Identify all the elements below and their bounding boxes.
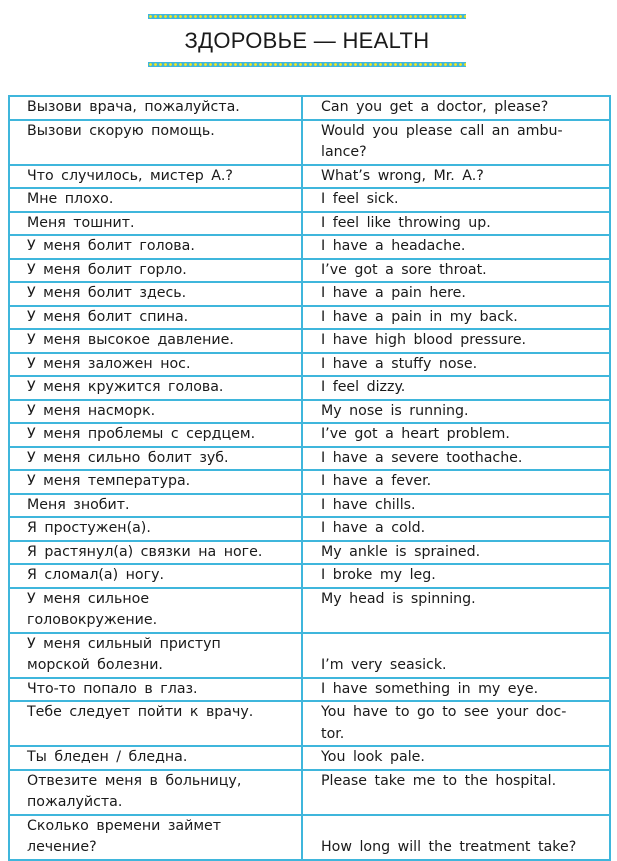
- table-row: [9, 470, 610, 494]
- russian-phrase-cell: [9, 517, 302, 541]
- russian-phrase-cell: [9, 746, 302, 770]
- english-phrase-cell: [302, 188, 610, 212]
- english-phrase-cell: [302, 376, 610, 400]
- russian-phrase-cell: [9, 470, 302, 494]
- english-phrase-line: I have a stuffy nose.: [321, 355, 478, 372]
- russian-phrase-cell: [9, 564, 302, 588]
- russian-phrase-line: У меня температура.: [27, 473, 191, 489]
- russian-phrase-line: У меня заложен нос.: [27, 355, 191, 372]
- english-phrase-line: I have a cold.: [321, 520, 426, 536]
- table-row: [9, 120, 610, 165]
- russian-phrase-line: У меня сильное: [27, 590, 150, 607]
- russian-phrase-line: Что-то попало в глаз.: [27, 680, 198, 697]
- russian-phrase-cell: [9, 400, 302, 424]
- table-row: [9, 96, 610, 120]
- table-row: [9, 376, 610, 400]
- english-phrase-line: I’m very seasick.: [321, 657, 447, 673]
- russian-phrase-line: Что случилось, мистер А.?: [27, 167, 233, 184]
- russian-phrase-cell: [9, 306, 302, 330]
- russian-phrase-line: У меня кружится голова.: [27, 379, 224, 395]
- english-phrase-line: You have to go to see your doc-: [321, 704, 567, 720]
- russian-phrase-cell: [9, 165, 302, 189]
- table-row: [9, 770, 610, 815]
- english-phrase-cell: [302, 588, 610, 633]
- english-phrase-line: I’ve got a heart problem.: [321, 426, 510, 442]
- english-phrase-cell: [302, 282, 610, 306]
- page-header: [148, 14, 466, 68]
- table-row: [9, 541, 610, 565]
- english-phrase-line: Would you please call an ambu-: [321, 122, 563, 139]
- russian-phrase-line: Сколько времени займет: [27, 817, 222, 834]
- russian-phrase-cell: [9, 588, 302, 633]
- russian-phrase-line: У меня болит спина.: [27, 308, 189, 325]
- english-phrase-line: How long will the treatment take?: [321, 839, 577, 855]
- table-row: [9, 517, 610, 541]
- english-phrase-cell: [302, 96, 610, 120]
- english-phrase-line: I have a headache.: [321, 238, 466, 254]
- english-phrase-cell: [302, 259, 610, 283]
- english-phrase-cell: [302, 447, 610, 471]
- english-phrase-cell: [302, 678, 610, 702]
- russian-phrase-line: У меня болит горло.: [27, 261, 187, 278]
- russian-phrase-cell: [9, 815, 302, 860]
- english-phrase-cell: [302, 564, 610, 588]
- russian-phrase-line: У меня болит здесь.: [27, 285, 187, 301]
- russian-phrase-line: Я сломал(а) ногу.: [27, 567, 164, 583]
- table-row: [9, 588, 610, 633]
- russian-phrase-line: У меня сильно болит зуб.: [27, 449, 229, 466]
- russian-phrase-cell: [9, 259, 302, 283]
- english-phrase-line: My ankle is sprained.: [321, 543, 481, 560]
- russian-phrase-line: головокружение.: [27, 612, 158, 628]
- russian-phrase-cell: [9, 494, 302, 518]
- russian-phrase-line: Вызови врача, пожалуйста.: [27, 99, 240, 115]
- table-row: [9, 259, 610, 283]
- table-row: [9, 447, 610, 471]
- english-phrase-cell: [302, 235, 610, 259]
- russian-phrase-line: У меня болит голова.: [27, 238, 195, 254]
- english-phrase-cell: [302, 746, 610, 770]
- table-row: [9, 678, 610, 702]
- english-phrase-cell: [302, 165, 610, 189]
- table-row: [9, 633, 610, 678]
- table-row: [9, 400, 610, 424]
- russian-phrase-line: Мне плохо.: [27, 191, 114, 207]
- russian-phrase-cell: [9, 329, 302, 353]
- english-phrase-line: I have chills.: [321, 496, 416, 513]
- table-row: [9, 235, 610, 259]
- table-row: [9, 353, 610, 377]
- russian-phrase-cell: [9, 188, 302, 212]
- english-phrase-cell: [302, 517, 610, 541]
- russian-phrase-line: морской болезни.: [27, 657, 163, 673]
- russian-phrase-cell: [9, 235, 302, 259]
- russian-phrase-cell: [9, 212, 302, 236]
- english-phrase-cell: [302, 423, 610, 447]
- russian-phrase-cell: [9, 770, 302, 815]
- russian-phrase-line: Тебе следует пойти к врачу.: [27, 704, 254, 720]
- russian-phrase-line: Отвезите меня в больницу,: [27, 772, 242, 789]
- russian-phrase-line: лечение?: [27, 839, 97, 855]
- russian-phrase-line: Вызови скорую помощь.: [27, 122, 215, 139]
- russian-phrase-cell: [9, 120, 302, 165]
- english-phrase-line: [321, 816, 599, 838]
- english-phrase-line: I’ve got a sore throat.: [321, 261, 487, 278]
- english-phrase-cell: [302, 541, 610, 565]
- english-phrase-line: I have something in my eye.: [321, 680, 539, 697]
- russian-phrase-cell: [9, 633, 302, 678]
- russian-phrase-line: Я растянул(а) связки на ноге.: [27, 543, 263, 560]
- table-row: [9, 188, 610, 212]
- russian-phrase-line: Меня тошнит.: [27, 214, 135, 231]
- russian-phrase-cell: [9, 678, 302, 702]
- english-phrase-cell: [302, 470, 610, 494]
- english-phrase-cell: [302, 815, 610, 860]
- english-phrase-line: I feel sick.: [321, 191, 399, 207]
- english-phrase-line: Can you get a doctor, please?: [321, 99, 549, 115]
- table-row: [9, 564, 610, 588]
- phrase-table-body: [9, 96, 610, 860]
- english-phrase-cell: [302, 701, 610, 746]
- english-phrase-line: [321, 634, 599, 656]
- russian-phrase-cell: [9, 353, 302, 377]
- english-phrase-line: Please take me to the hospital.: [321, 772, 557, 789]
- english-phrase-cell: [302, 770, 610, 815]
- english-phrase-cell: [302, 120, 610, 165]
- russian-phrase-line: Меня знобит.: [27, 496, 130, 513]
- russian-phrase-cell: [9, 376, 302, 400]
- page-title: ЗДОРОВЬЕ — HEALTH: [184, 28, 430, 53]
- table-row: [9, 165, 610, 189]
- english-phrase-cell: [302, 400, 610, 424]
- english-phrase-line: I have a fever.: [321, 473, 432, 489]
- russian-phrase-line: У меня насморк.: [27, 402, 156, 419]
- english-phrase-line: I have a pain here.: [321, 285, 466, 301]
- russian-phrase-cell: [9, 282, 302, 306]
- english-phrase-line: You look pale.: [321, 749, 425, 765]
- table-row: [9, 282, 610, 306]
- phrase-table: [8, 95, 611, 861]
- title-top-rule: [148, 14, 466, 19]
- english-phrase-line: tor.: [321, 725, 345, 742]
- english-phrase-line: I feel like throwing up.: [321, 214, 491, 231]
- russian-phrase-line: У меня проблемы с сердцем.: [27, 426, 256, 442]
- russian-phrase-line: У меня сильный приступ: [27, 635, 221, 652]
- russian-phrase-cell: [9, 96, 302, 120]
- english-phrase-line: My head is spinning.: [321, 590, 476, 607]
- russian-phrase-cell: [9, 423, 302, 447]
- russian-phrase-cell: [9, 541, 302, 565]
- russian-phrase-cell: [9, 701, 302, 746]
- english-phrase-cell: [302, 212, 610, 236]
- english-phrase-line: I have a pain in my back.: [321, 308, 518, 325]
- russian-phrase-line: пожалуйста.: [27, 794, 123, 810]
- english-phrase-line: lance?: [321, 144, 367, 160]
- table-row: [9, 329, 610, 353]
- english-phrase-line: I broke my leg.: [321, 567, 436, 583]
- english-phrase-line: What’s wrong, Mr. A.?: [321, 167, 484, 184]
- table-row: [9, 423, 610, 447]
- english-phrase-line: I feel dizzy.: [321, 379, 406, 395]
- table-row: [9, 746, 610, 770]
- table-row: [9, 701, 610, 746]
- english-phrase-line: I have high blood pressure.: [321, 332, 527, 348]
- english-phrase-line: My nose is running.: [321, 402, 469, 419]
- english-phrase-cell: [302, 494, 610, 518]
- table-row: [9, 306, 610, 330]
- russian-phrase-cell: [9, 447, 302, 471]
- title-bottom-rule: [148, 62, 466, 67]
- english-phrase-cell: [302, 633, 610, 678]
- russian-phrase-line: Ты бледен / бледна.: [27, 749, 188, 765]
- english-phrase-cell: [302, 306, 610, 330]
- english-phrase-cell: [302, 353, 610, 377]
- english-phrase-cell: [302, 329, 610, 353]
- table-row: [9, 815, 610, 860]
- russian-phrase-line: У меня высокое давление.: [27, 332, 234, 348]
- table-row: [9, 494, 610, 518]
- table-row: [9, 212, 610, 236]
- english-phrase-line: I have a severe toothache.: [321, 449, 523, 466]
- russian-phrase-line: Я простужен(а).: [27, 520, 151, 536]
